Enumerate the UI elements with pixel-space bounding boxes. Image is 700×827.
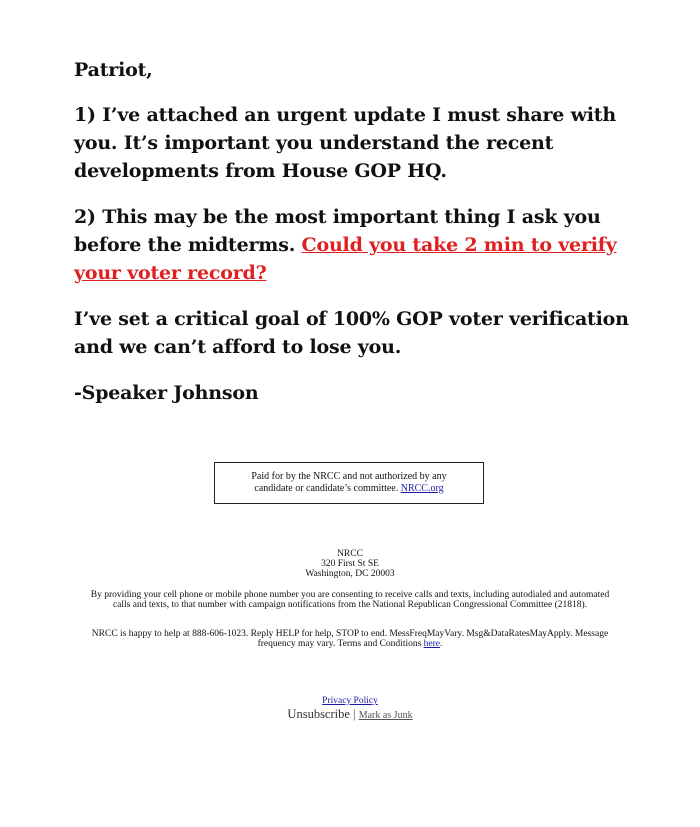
consent-notice: By providing your cell phone or mobile phone number you are consenting to receive calls and texts, including autodialed and automated calls and texts, to that number with campaign notifications from the National Republican Congressional Committee (21818). xyxy=(90,590,610,610)
footer-links xyxy=(90,696,610,724)
footer-address xyxy=(90,549,610,579)
footer-street: 320 First St SE xyxy=(321,559,379,569)
paragraph-verify-text: 2) This may be the most important thing I ask you before the midterms. xyxy=(74,206,601,256)
footer-org: NRCC xyxy=(337,549,363,559)
paragraph-update: 1) I’ve attached an urgent update I must share with you. It’s important you understand the recent developments from House GOP HQ. xyxy=(74,104,616,182)
paragraph-verify xyxy=(74,203,634,287)
greeting: Patriot, xyxy=(74,59,153,81)
unsubscribe-link[interactable]: Unsubscribe xyxy=(287,707,350,721)
paragraph-goal: I’ve set a critical goal of 100% GOP voter verification and we can’t afford to lose you. xyxy=(74,308,629,358)
email-body xyxy=(74,56,634,407)
help-end: . xyxy=(440,639,443,649)
terms-link[interactable]: here xyxy=(423,639,441,649)
signature: -Speaker Johnson xyxy=(74,382,259,404)
unsubscribe-row xyxy=(90,706,610,724)
disclaimer-text: Paid for by the NRCC and not authorized by any candidate or candidate’s committee. xyxy=(251,471,447,494)
help-notice xyxy=(90,629,610,649)
separator: | xyxy=(353,707,356,721)
disclaimer-text-wrap xyxy=(233,471,465,495)
verify-voter-record-link[interactable]: Could you take 2 min to verify your voter record? xyxy=(74,234,617,284)
paid-for-disclaimer xyxy=(214,462,484,504)
nrcc-org-link[interactable]: NRCC.org xyxy=(400,483,444,494)
help-text: NRCC is happy to help at 888-606-1023. Reply HELP for help, STOP to end. MessFreqMayVary. Msg&DataRatesMayApply. Message frequency may vary. Terms and Conditions xyxy=(91,629,609,649)
mark-as-junk-link[interactable]: Mark as Junk xyxy=(358,710,413,721)
privacy-policy-link[interactable]: Privacy Policy xyxy=(322,696,378,706)
footer-city: Washington, DC 20003 xyxy=(305,569,395,579)
